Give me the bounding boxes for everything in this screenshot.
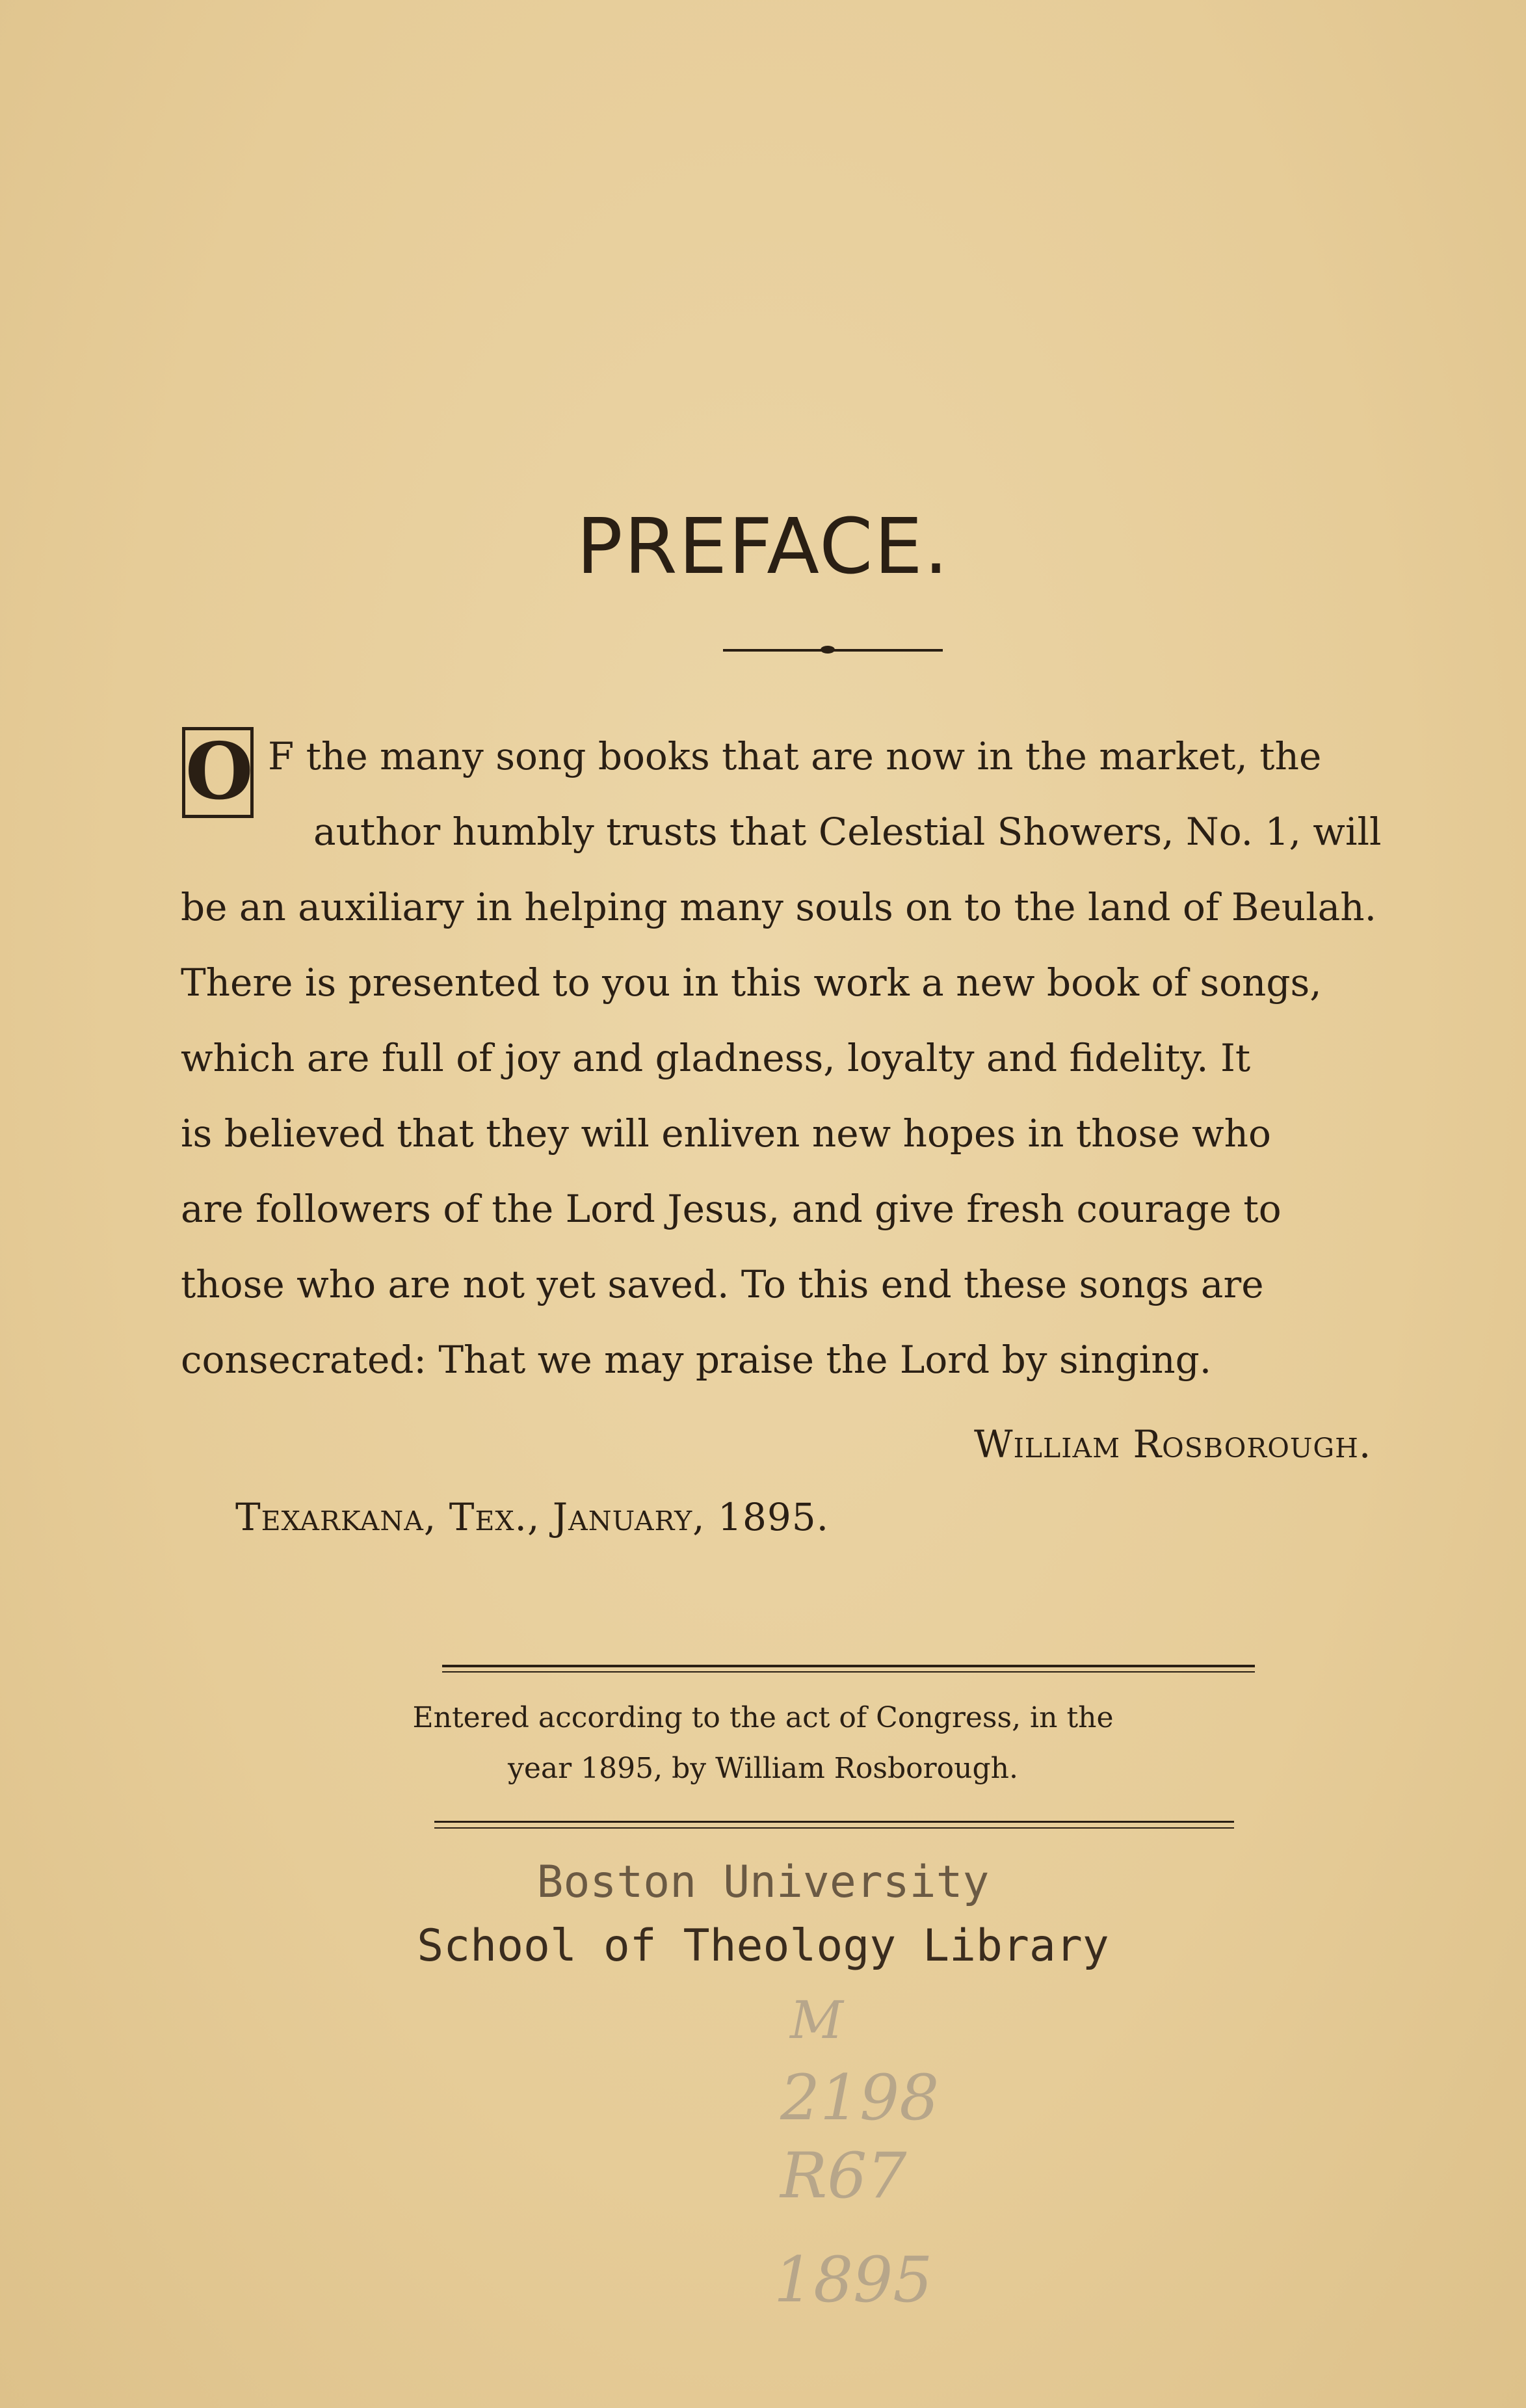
call-number-line-1: M [790,1990,843,2050]
body-line-4: There is presented to you in this work a new book of songs, [181,960,1322,1005]
body-line-3: be an auxiliary in helping many souls on to the land of Beulah. [181,885,1377,929]
body-line-1: F the many song books that are now in the market, the [268,734,1322,778]
dateline: Texarkana, Tex., January, 1895. [235,1495,830,1539]
signature: William Rosborough. [974,1422,1372,1466]
copyright-line-1: Entered according to the act of Congress, in the [412,1701,1114,1734]
body-line-7: are followers of the Lord Jesus, and give fresh courage to [181,1187,1282,1231]
title-rule-ornament [821,646,835,654]
library-stamp-line-1: Boston University [536,1857,990,1908]
body-line-2: author humbly trusts that Celestial Showers, No. 1, will [313,810,1382,854]
call-number-line-3: R67 [780,2139,907,2212]
library-stamp-line-2: School of Theology Library [417,1920,1109,1972]
body-line-5: which are full of joy and gladness, loyalty and fidelity. It [181,1036,1251,1080]
page-title: PREFACE. [576,501,950,591]
call-number-line-4: 1895 [774,2243,933,2316]
rule-bottom [434,1821,1234,1823]
rule-bottom-thin [434,1827,1234,1829]
rule-top-thin [442,1671,1255,1673]
drop-cap: O [182,727,254,818]
call-number-line-2: 2198 [780,2061,940,2134]
copyright-line-2: year 1895, by William Rosborough. [508,1752,1018,1785]
body-line-9: consecrated: That we may praise the Lord by singing. [181,1338,1212,1382]
body-line-8: those who are not yet saved. To this end these songs are [181,1262,1264,1306]
body-line-6: is believed that they will enliven new hopes in those who [181,1111,1271,1156]
rule-top [442,1665,1255,1667]
